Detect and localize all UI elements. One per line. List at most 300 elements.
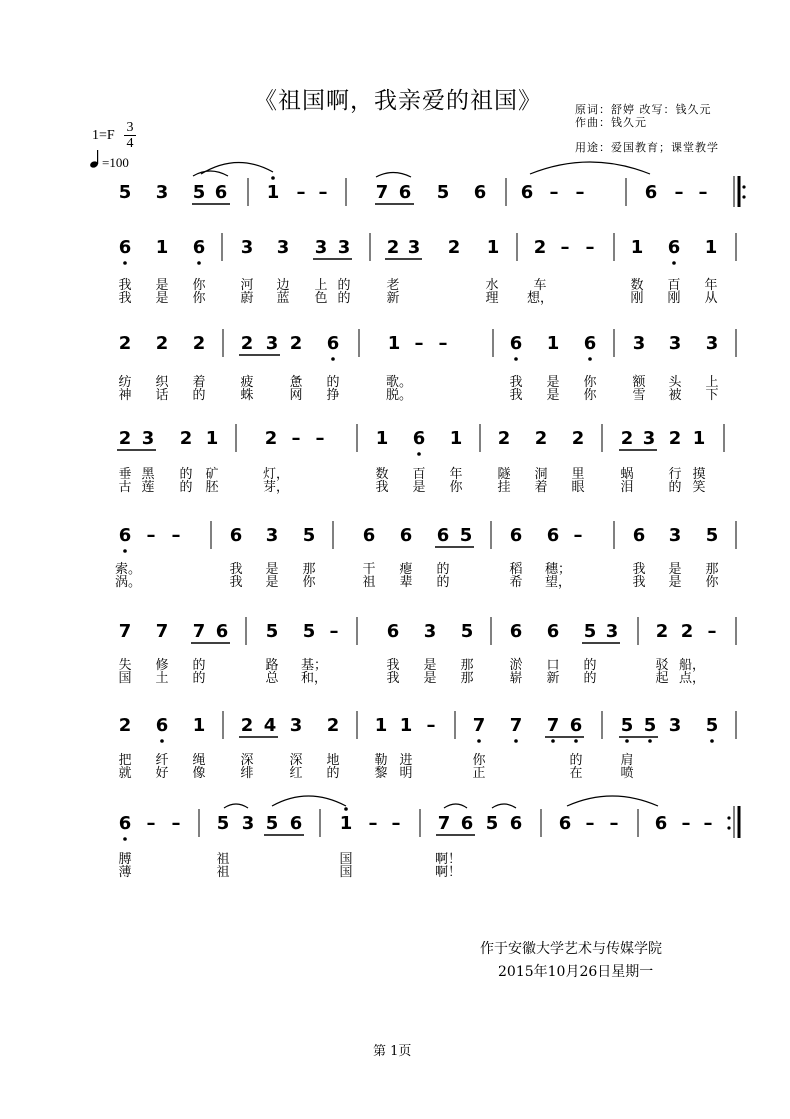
note-dash: –: [609, 813, 619, 834]
lyric: 莲: [141, 480, 155, 495]
lyric: 是: [155, 278, 169, 293]
note-dash: –: [438, 333, 448, 354]
note: 6: [214, 182, 228, 203]
note: 6: [289, 813, 303, 834]
low-octave-dot: [514, 357, 518, 361]
lyric: 路: [265, 658, 279, 673]
lyric: 我: [229, 575, 243, 590]
lyric: 那: [705, 562, 719, 577]
lyric: 织: [155, 375, 169, 390]
note: 2: [289, 333, 303, 354]
lyric: 我: [509, 388, 523, 403]
note-dash: –: [171, 813, 181, 834]
lyric: 干: [362, 562, 376, 577]
lyric: 摸: [692, 467, 706, 482]
lyric: 蔚: [240, 291, 254, 306]
lyric: 被: [668, 388, 682, 403]
note-dash: –: [171, 525, 181, 546]
note-dash: –: [707, 621, 717, 642]
lyric: 额: [632, 375, 646, 390]
note: 5: [118, 182, 132, 203]
lyric: 话: [155, 388, 169, 403]
tie-slur: [444, 804, 467, 808]
lyric: 涡。: [114, 575, 142, 590]
lyric: 刚: [667, 291, 681, 306]
note: 3: [265, 525, 279, 546]
tie-slur: [193, 171, 228, 176]
lyric: 挂: [497, 480, 511, 495]
lyric: 正: [472, 766, 486, 781]
lyric: 绳: [192, 753, 206, 768]
lyric: 的: [179, 480, 193, 495]
lyric: 眼: [571, 480, 585, 495]
note: 6: [399, 525, 413, 546]
lyric: 雪: [632, 388, 646, 403]
lyric: 辈: [399, 575, 413, 590]
lyric: 色: [314, 291, 328, 306]
lyric: 胚: [205, 480, 219, 495]
lyric: 着: [192, 375, 206, 390]
page-number: 第 1页: [373, 1044, 412, 1059]
note: 6: [569, 715, 583, 736]
lyric: 瘪: [399, 562, 413, 577]
lyric: 船，: [678, 658, 706, 673]
note: 2: [447, 237, 461, 258]
lyric: 我: [632, 562, 646, 577]
lyric: 和，: [300, 671, 328, 686]
note: 2: [118, 428, 132, 449]
low-octave-dot: [625, 739, 629, 743]
note-dash: –: [426, 715, 436, 736]
note: 5: [192, 182, 206, 203]
note: 6: [386, 621, 400, 642]
lyric: 祖: [362, 575, 376, 590]
lyric: 祖: [216, 865, 230, 880]
note: 6: [520, 182, 534, 203]
note: 2: [118, 715, 132, 736]
lyric: 的: [192, 658, 206, 673]
score-row-2: [119, 233, 736, 265]
note: 3: [141, 428, 155, 449]
note: 6: [398, 182, 412, 203]
note: 2: [655, 621, 669, 642]
lyric: 那: [460, 671, 474, 686]
lyric: 垂: [118, 467, 132, 482]
note: 6: [644, 182, 658, 203]
note: 6: [118, 525, 132, 546]
note: 3: [240, 237, 254, 258]
lyric: 里: [571, 467, 585, 482]
note: 2: [497, 428, 511, 449]
note: 6: [509, 525, 523, 546]
note-dash: –: [329, 621, 339, 642]
note: 2: [240, 715, 254, 736]
lyric: 在: [569, 766, 583, 781]
lyric: 的: [337, 278, 351, 293]
lyric: 起: [655, 671, 669, 686]
lyric: 点，: [678, 671, 706, 686]
lyric: 蓝: [276, 291, 290, 306]
low-octave-dot: [551, 739, 555, 743]
lyric: 膊: [118, 852, 132, 867]
lyric: 索。: [114, 562, 142, 577]
note-dash: –: [585, 237, 595, 258]
lyric: 脱。: [385, 388, 413, 403]
lyric: 我: [118, 278, 132, 293]
note-dash: –: [573, 525, 583, 546]
lyric: 是: [668, 562, 682, 577]
lyric: 就: [118, 766, 132, 781]
lyric: 驳: [655, 658, 669, 673]
low-octave-dot: [710, 739, 714, 743]
score-row-3: [119, 329, 736, 361]
note: 2: [264, 428, 278, 449]
lyric: 年: [449, 467, 463, 482]
note: 5: [643, 715, 657, 736]
note: 3: [605, 621, 619, 642]
note: 5: [485, 813, 499, 834]
note: 3: [155, 182, 169, 203]
note: 6: [412, 428, 426, 449]
low-octave-dot: [477, 739, 481, 743]
lyric: 国: [339, 865, 353, 880]
lyric: 的: [436, 575, 450, 590]
lyrics-row-7: [118, 752, 633, 781]
lyric: 隧: [497, 467, 511, 482]
note: 5: [459, 525, 473, 546]
lyric: 水: [485, 278, 499, 293]
lyric: 是: [412, 480, 426, 495]
lyric: 想，: [526, 291, 554, 306]
lyric: 矿: [205, 467, 219, 482]
lyric: 你: [583, 375, 597, 390]
note: 2: [118, 333, 132, 354]
note: 3: [423, 621, 437, 642]
lyric: 着: [534, 480, 548, 495]
lyric: 把: [118, 753, 132, 768]
lyric: 头: [668, 375, 682, 390]
note-dash: –: [368, 813, 378, 834]
note-dash: –: [146, 813, 156, 834]
note: 3: [241, 813, 255, 834]
note: 6: [509, 813, 523, 834]
note: 1: [375, 428, 389, 449]
lyric: 上: [314, 278, 328, 293]
lyric: 老: [386, 278, 400, 293]
key-signature: 1=F: [92, 128, 115, 143]
tie-slur: [376, 173, 411, 178]
lyric: 纺: [118, 375, 132, 390]
lyric: 神: [118, 388, 132, 403]
lyric: 地: [326, 753, 340, 768]
lyric: 理: [485, 291, 499, 306]
note: 6: [155, 715, 169, 736]
time-signature-top: 3: [126, 120, 134, 135]
note: 1: [339, 813, 353, 834]
note: 7: [546, 715, 560, 736]
lyric: 那: [460, 658, 474, 673]
low-octave-dot: [672, 261, 676, 265]
note-dash: –: [681, 813, 691, 834]
lyric: 望，: [544, 575, 572, 590]
lyric: 口: [546, 658, 560, 673]
lyric: 是: [546, 388, 560, 403]
low-octave-dot: [123, 837, 127, 841]
note: 3: [314, 237, 328, 258]
note: 6: [509, 621, 523, 642]
score-row-5: [119, 521, 736, 553]
note: 3: [407, 237, 421, 258]
time-signature-bottom: 4: [124, 135, 136, 151]
lyric: 深: [240, 753, 254, 768]
lyric: 啊！: [434, 852, 462, 867]
tie-slur: [567, 796, 658, 806]
lyric: 行: [668, 467, 682, 482]
lyric: 是: [265, 575, 279, 590]
repeat-dot: [742, 185, 745, 188]
lyric: 数: [630, 278, 644, 293]
note: 6: [460, 813, 474, 834]
lyric: 祖: [216, 852, 230, 867]
note: 6: [215, 621, 229, 642]
note: 7: [472, 715, 486, 736]
note-dash: –: [296, 182, 306, 203]
lyric: 纤: [155, 753, 169, 768]
lyric: 蛛: [240, 388, 254, 403]
lyric: 希: [509, 575, 523, 590]
lyric: 是: [423, 671, 437, 686]
score-row-1: [119, 162, 746, 207]
composer-credit: 作曲：钱久元: [575, 116, 647, 129]
usage-note: 用途：爱国教育；课堂教学: [575, 141, 719, 154]
lyrics-row-5: [115, 561, 720, 590]
note: 2: [620, 428, 634, 449]
note-dash: –: [146, 525, 156, 546]
lyric: 我: [509, 375, 523, 390]
note: 6: [558, 813, 572, 834]
lyric: 你: [583, 388, 597, 403]
repeat-dot: [727, 826, 730, 829]
lyric: 的: [326, 375, 340, 390]
note: 3: [276, 237, 290, 258]
lyric: 车: [533, 278, 547, 293]
lyric: 我: [632, 575, 646, 590]
lyric: 疲: [240, 375, 254, 390]
lyric: 你: [302, 575, 316, 590]
lyric: 灯，: [262, 467, 290, 482]
lyric: 穗；: [544, 562, 572, 577]
low-octave-dot: [160, 739, 164, 743]
lyric: 笑: [692, 480, 706, 495]
note-dash: –: [575, 182, 585, 203]
note: 5: [265, 813, 279, 834]
lyric: 的: [436, 562, 450, 577]
low-octave-dot: [331, 357, 335, 361]
lyric: 我: [375, 480, 389, 495]
lyric: 泪: [620, 480, 634, 495]
lyric: 的: [337, 291, 351, 306]
lyricist-credit: 原词：舒婷 改写：钱久元: [575, 103, 712, 116]
lyric: 稻: [509, 562, 523, 577]
lyric: 我: [386, 671, 400, 686]
note: 2: [386, 237, 400, 258]
note: 5: [265, 621, 279, 642]
tie-slur: [492, 804, 516, 808]
note: 1: [374, 715, 388, 736]
lyric: 河: [240, 278, 254, 293]
note: 7: [192, 621, 206, 642]
tempo-marking: =100: [102, 155, 129, 170]
lyric: 啊！: [434, 865, 462, 880]
note: 3: [632, 333, 646, 354]
lyric: 你: [449, 480, 463, 495]
lyric: 像: [192, 766, 206, 781]
note: 5: [705, 715, 719, 736]
low-octave-dot: [588, 357, 592, 361]
lyrics-row-6: [118, 657, 705, 686]
note: 1: [546, 333, 560, 354]
note: 2: [240, 333, 254, 354]
lyric: 你: [472, 753, 486, 768]
lyric: 下: [705, 388, 719, 403]
lyric: 的: [569, 753, 583, 768]
note: 6: [583, 333, 597, 354]
note: 5: [620, 715, 634, 736]
note: 1: [449, 428, 463, 449]
note: 1: [630, 237, 644, 258]
note: 6: [326, 333, 340, 354]
tie-slur: [201, 162, 273, 174]
note: 1: [155, 237, 169, 258]
lyric: 你: [192, 278, 206, 293]
tie-slur: [272, 796, 346, 806]
lyric: 基；: [300, 658, 328, 673]
lyric: 红: [289, 766, 303, 781]
lyric: 上: [705, 375, 719, 390]
composition-date: 2015年10月26日星期一: [498, 964, 654, 980]
note: 6: [362, 525, 376, 546]
note-dash: –: [585, 813, 595, 834]
lyric: 好: [155, 766, 169, 781]
note: 5: [705, 525, 719, 546]
note: 3: [265, 333, 279, 354]
note: 2: [326, 715, 340, 736]
note: 6: [654, 813, 668, 834]
lyric: 从: [704, 291, 718, 306]
lyric: 是: [265, 562, 279, 577]
note-dash: –: [291, 428, 301, 449]
note: 3: [289, 715, 303, 736]
lyric: 进: [399, 753, 413, 768]
note-dash: –: [703, 813, 713, 834]
repeat-dot: [727, 816, 730, 819]
note: 7: [509, 715, 523, 736]
low-octave-dot: [417, 452, 421, 456]
note-dash: –: [318, 182, 328, 203]
lyric: 百: [667, 278, 681, 293]
low-octave-dot: [574, 739, 578, 743]
note: 6: [546, 621, 560, 642]
lyric: 年: [704, 278, 718, 293]
lyric: 新: [386, 291, 400, 306]
lyric: 崭: [509, 671, 523, 686]
low-octave-dot: [514, 739, 518, 743]
note-dash: –: [315, 428, 325, 449]
lyric: 淤: [509, 658, 523, 673]
note: 1: [387, 333, 401, 354]
note: 2: [179, 428, 193, 449]
note: 6: [667, 237, 681, 258]
note: 5: [302, 621, 316, 642]
tie-slur: [224, 804, 248, 808]
note: 1: [205, 428, 219, 449]
lyric: 是: [155, 291, 169, 306]
note: 1: [399, 715, 413, 736]
note: 7: [155, 621, 169, 642]
lyric: 的: [192, 671, 206, 686]
lyrics-row-3: [118, 374, 718, 403]
note: 7: [437, 813, 451, 834]
lyric: 网: [289, 388, 303, 403]
note: 6: [632, 525, 646, 546]
note: 1: [192, 715, 206, 736]
note: 5: [302, 525, 316, 546]
lyric: 我: [229, 562, 243, 577]
lyric: 是: [546, 375, 560, 390]
note: 3: [705, 333, 719, 354]
high-octave-dot: [271, 176, 275, 180]
score-row-6: [119, 617, 736, 645]
note: 6: [118, 813, 132, 834]
note: 6: [546, 525, 560, 546]
note: 6: [473, 182, 487, 203]
note: 1: [704, 237, 718, 258]
lyric: 的: [583, 658, 597, 673]
lyric: 失: [118, 658, 132, 673]
score-row-8: [119, 796, 739, 841]
note: 7: [118, 621, 132, 642]
note-dash: –: [674, 182, 684, 203]
note: 3: [668, 715, 682, 736]
note: 6: [229, 525, 243, 546]
repeat-dot: [742, 195, 745, 198]
note: 3: [668, 525, 682, 546]
lyric: 国: [118, 671, 132, 686]
note-dash: –: [414, 333, 424, 354]
note: 4: [263, 715, 277, 736]
lyric: 黑: [141, 467, 155, 482]
lyric: 数: [375, 467, 389, 482]
lyric: 边: [276, 278, 290, 293]
lyric: 是: [668, 575, 682, 590]
note: 2: [668, 428, 682, 449]
lyric: 的: [326, 766, 340, 781]
lyric: 薄: [118, 865, 132, 880]
note-dash: –: [549, 182, 559, 203]
lyric: 黎: [374, 766, 388, 781]
lyric: 修: [155, 658, 169, 673]
lyric: 我: [118, 291, 132, 306]
low-octave-dot: [648, 739, 652, 743]
note: 3: [642, 428, 656, 449]
lyric: 芽，: [262, 480, 290, 495]
score-row-7: [119, 711, 736, 743]
lyric: 勒: [374, 753, 388, 768]
note: 7: [375, 182, 389, 203]
lyric: 的: [668, 480, 682, 495]
lyrics-row-4: [118, 466, 705, 495]
lyric: 蜗: [620, 467, 634, 482]
